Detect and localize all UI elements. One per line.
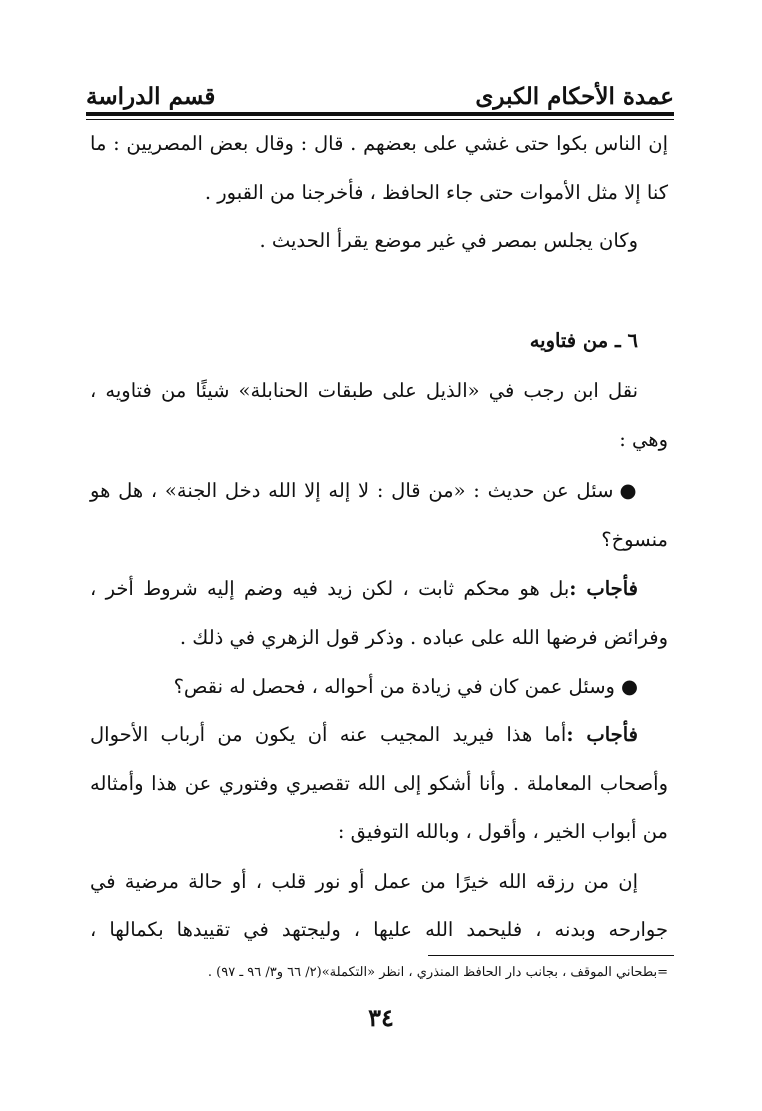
body-line: نقل ابن رجب في «الذيل على طبقات الحنابلة» شيئًا من فتاويه ،	[90, 379, 638, 402]
answer-text: أما هذا فيريد المجيب عنه أن يكون من أرباب الأحوال	[90, 723, 567, 746]
body-line: إن الناس بكوا حتى غشي على بعضهم . قال : وقال بعض المصريين : ما	[90, 132, 668, 155]
answer-label: فأجاب :	[566, 723, 639, 746]
bullet-icon: ●	[620, 675, 638, 698]
header-rule-thick	[86, 112, 674, 116]
book-title: عمدة الأحكام الكبرى	[475, 83, 674, 110]
footnote: =بطحاني الموقف ، بجانب دار الحافظ المنذري ، انظر «التكملة»(٢/ ٦٦ و٣/ ٩٦ ـ ٩٧) .	[207, 965, 668, 980]
body-line: إن من رزقه الله خيرًا من عمل أو نور قلب ، أو حالة مرضية في	[90, 870, 638, 893]
question-text: سئل عن حديث : «من قال : لا إله إلا الله دخل الجنة» ، هل هو	[90, 479, 614, 502]
answer-line	[90, 573, 638, 605]
answer-label: فأجاب :	[569, 577, 638, 600]
bullet-icon: ●	[619, 479, 638, 502]
body-line: جوارحه وبدنه ، فليحمد الله عليها ، وليجتهد في تقييدها بكمالها ،	[90, 918, 668, 941]
question-line	[174, 671, 638, 703]
body-line: وأصحاب المعاملة . وأنا أشكو إلى الله تقصيري وفتوري عن هذا وأمثاله	[90, 772, 668, 795]
body-line: كنا إلا مثل الأموات حتى جاء الحافظ ، فأخرجنا من القبور .	[204, 181, 668, 204]
footnote-rule	[428, 955, 674, 956]
body-line: وهي :	[619, 428, 668, 451]
body-line: من أبواب الخير ، وأقول ، وبالله التوفيق :	[337, 820, 668, 843]
section-heading: ٦ ـ من فتاويه	[529, 329, 638, 352]
question-line	[90, 475, 638, 507]
body-line: منسوخ؟	[601, 528, 668, 551]
answer-line	[90, 719, 638, 751]
answer-text: بل هو محكم ثابت ، لكن زيد فيه وضم إليه شروط أخر ،	[90, 577, 570, 600]
section-title: قسم الدراسة	[86, 83, 216, 110]
body-line: وفرائض فرضها الله على عباده . وذكر قول الزهري في ذلك .	[179, 626, 668, 649]
header-rule-thin	[86, 119, 674, 120]
running-header	[86, 78, 674, 112]
page-number: ٣٤	[368, 1003, 394, 1032]
question-text: وسئل عمن كان في زيادة من أحواله ، فحصل له نقص؟	[173, 675, 615, 698]
body-line: وكان يجلس بمصر في غير موضع يقرأ الحديث .	[259, 229, 638, 252]
